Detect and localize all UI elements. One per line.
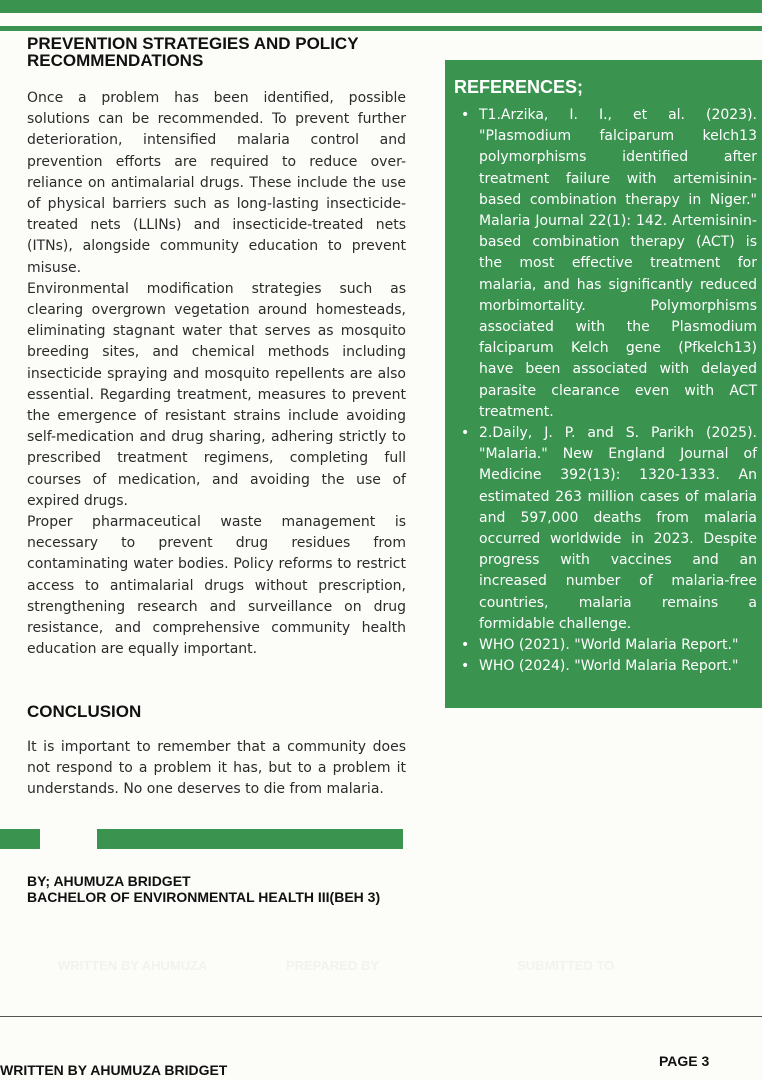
prevention-body bbox=[27, 88, 406, 660]
bullet-icon: • bbox=[461, 637, 470, 654]
author-name: BY; AHUMUZA BRIDGET bbox=[27, 873, 191, 889]
footer-author: WRITTEN BY AHUMUZA BRIDGET bbox=[0, 1062, 228, 1078]
faint-label: WRITTEN BY AHUMUZA bbox=[58, 958, 208, 973]
reference-text: T1.Arzika, I. I., et al. (2023). "Plasmodium falciparum kelch13 polymorphisms identified after treatment failure with artemisinin-based combination therapy in Niger." Malaria Journal 22(1): 142. Artemisinin-based combination therapy (ACT) is the most effective treatment for malaria, and has significantly reduced morbimortality. Polymorphisms associated with the Plasmodium falciparum Kelch gene (Pfkelch13) have been associated with delayed parasite clearance even with ACT treatment. bbox=[479, 107, 757, 420]
decorative-green-bar bbox=[97, 829, 403, 849]
reference-text: WHO (2021). "World Malaria Report." bbox=[479, 637, 739, 654]
reference-item bbox=[445, 423, 757, 635]
bullet-icon: • bbox=[461, 425, 470, 442]
heading-line-2: RECOMMENDATIONS bbox=[27, 51, 204, 70]
footer-divider bbox=[0, 1016, 762, 1017]
conclusion-body bbox=[27, 737, 406, 801]
paragraph: Environmental modification strategies such as clearing overgrown vegetation around homesteads, eliminating stagnant water that serves as mosquito breeding sites, and chemical methods including insecticide spraying and mosquito repellents are also essential. Regarding treatment, measures to prevent the emergence of resistant strains include avoiding self-medication and drug sharing, adhering strictly to prescribed treatment regimens, completing full courses of medication, and avoiding the use of expired drugs. bbox=[27, 280, 406, 509]
reference-item bbox=[445, 656, 757, 677]
references-heading: REFERENCES; bbox=[454, 77, 584, 97]
author-program: BACHELOR OF ENVIRONMENTAL HEALTH III(BEH 3) bbox=[27, 889, 381, 905]
references-panel bbox=[445, 60, 762, 708]
top-green-bar bbox=[0, 0, 762, 13]
heading-line-1: PREVENTION STRATEGIES AND POLICY bbox=[27, 34, 359, 53]
author-byline bbox=[27, 873, 380, 905]
faint-label: PREPARED BY bbox=[286, 958, 379, 973]
paragraph: It is important to remember that a community does not respond to a problem it has, but to a problem it understands. No one deserves to die from malaria. bbox=[27, 739, 406, 798]
section-heading-prevention bbox=[27, 35, 427, 69]
faint-label: SUBMITTED TO bbox=[517, 958, 615, 973]
decorative-green-block bbox=[0, 829, 40, 849]
reference-item bbox=[445, 635, 757, 656]
references-list bbox=[445, 105, 757, 677]
paragraph: Proper pharmaceutical waste management is necessary to prevent drug residues from contaminating water bodies. Policy reforms to restrict access to antimalarial drugs without prescription, strengthening research and surveillance on drug resistance, and comprehensive community health education are equally important. bbox=[27, 514, 406, 658]
reference-text: WHO (2024). "World Malaria Report." bbox=[479, 658, 739, 675]
paragraph: Once a problem has been identified, possible solutions can be recommended. To prevent further deterioration, intensified malaria control and prevention efforts are required to reduce over-reliance on antimalarial drugs. These include the use of physical barriers such as long-lasting insecticide-treated nets (LLINs) and insecticide-treated nets (ITNs), alongside community education to prevent misuse. bbox=[27, 90, 406, 276]
section-heading-conclusion: CONCLUSION bbox=[27, 702, 142, 721]
reference-text: 2.Daily, J. P. and S. Parikh (2025). "Malaria." New England Journal of Medicine 392(13): 1320-1333. An estimated 263 million cases of malaria and 597,000 deaths from malaria occurred worldwide in 2023. Despite progress with vaccines and an increased number of malaria-free countries, malaria remains a formidable challenge. bbox=[479, 425, 757, 632]
bullet-icon: • bbox=[461, 658, 470, 675]
faint-label-row bbox=[0, 958, 762, 978]
page-number: PAGE 3 bbox=[659, 1053, 710, 1069]
bullet-icon: • bbox=[461, 107, 470, 123]
reference-item bbox=[445, 105, 757, 423]
top-green-rule bbox=[0, 26, 762, 31]
